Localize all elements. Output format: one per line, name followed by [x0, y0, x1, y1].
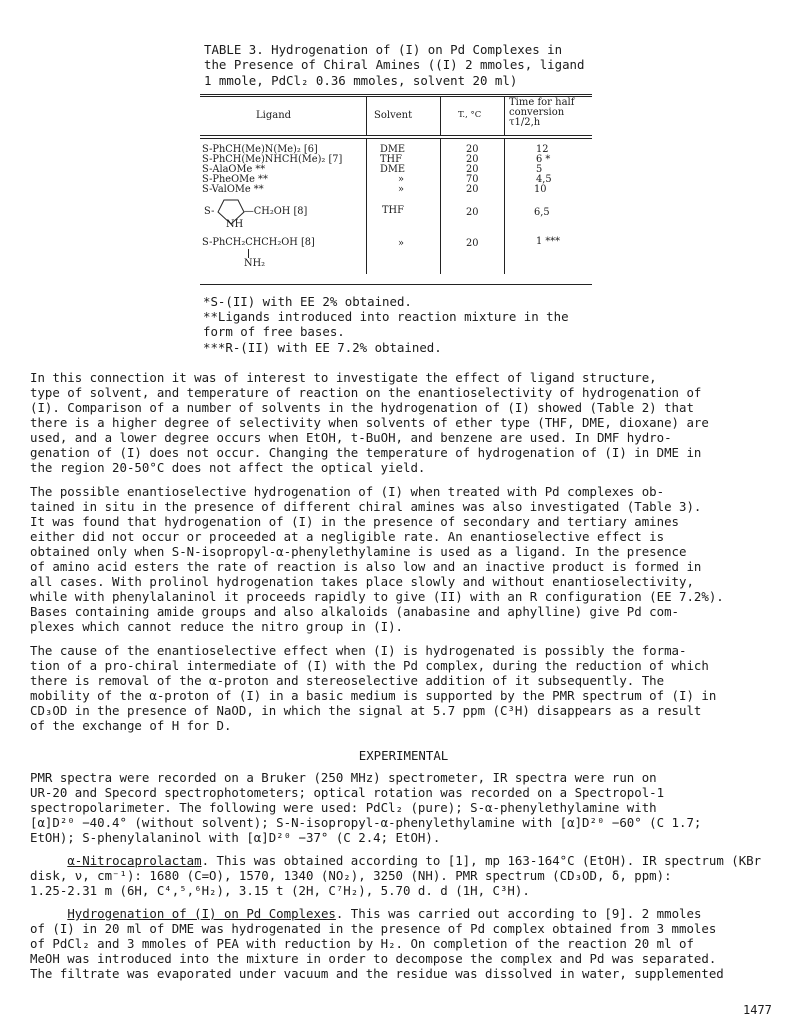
- text-line: MeOH was introduced into the mixture in order to decompose the complex and Pd was separated.: [30, 951, 717, 966]
- col-divider: [440, 97, 441, 135]
- row-solvent: »: [398, 184, 404, 195]
- text-line: the region 20-50°C does not affect the optical yield.: [30, 460, 426, 475]
- row-time: 5: [536, 164, 543, 175]
- section-heading: EXPERIMENTAL: [358, 748, 449, 763]
- row-ligand-prefix: S-: [204, 206, 215, 217]
- row-temp: 20: [466, 207, 479, 218]
- text-line: of (I) in 20 ml of DME was hydrogenated in the presence of Pd complex obtained from 3 mmoles: [30, 921, 717, 936]
- header-time-line: conversion: [509, 107, 565, 118]
- text-line: there is removal of the α-proton and stereoselective addition of it subsequently. The: [30, 673, 665, 688]
- footnote: form of free bases.: [203, 324, 345, 340]
- text-line: It was found that hydrogenation of (I) in the presence of secondary and tertiary amines: [30, 514, 680, 529]
- footnote: **Ligands introduced into reaction mixture in the: [203, 309, 569, 325]
- text-line: spectropolarimeter. The following were used: PdCl₂ (pure); S-α-phenylethylamine with: [30, 800, 657, 815]
- table-bottom-rule: [200, 284, 592, 285]
- text-line: of the exchange of H for D.: [30, 718, 232, 733]
- table-footnotes: [203, 294, 569, 355]
- col-divider: [504, 139, 505, 274]
- text-line: EtOH); S-phenylalaninol with [α]D²⁰ −37° (C 2.4; EtOH).: [30, 830, 441, 845]
- text-line: type of solvent, and temperature of reaction on the enantioselectivity of hydrogenation of: [30, 385, 702, 400]
- text-line: UR-20 and Specord spectrophotometers; optical rotation was recorded on a Spectropol-1: [30, 785, 665, 800]
- text-line: plexes which cannot reduce the nitro group in (I).: [30, 619, 403, 634]
- row-temp: 20: [466, 154, 479, 165]
- row-temp: 20: [466, 184, 479, 195]
- row-ligand-sub: NH: [226, 219, 244, 230]
- row-solvent: »: [398, 174, 404, 185]
- caption-line: 1 mmole, PdCl₂ 0.36 mmoles, solvent 20 ml): [204, 72, 518, 88]
- text-line: (I). Comparison of a number of solvents in the hydrogenation of (I) showed (Table 2) that: [30, 400, 694, 415]
- table-header-rule: [200, 135, 592, 136]
- text-line: tion of a pro-chiral intermediate of (I) with the Pd complex, during the reduction of which: [30, 658, 709, 673]
- footnote: *S-(II) with EE 2% obtained.: [203, 294, 412, 309]
- header-time-line: Time for half: [509, 97, 575, 108]
- text-line: In this connection it was of interest to investigate the effect of ligand structure,: [30, 370, 657, 385]
- row-solvent: DME: [380, 164, 406, 175]
- text-run: . This was carried out according to [9]. 2 mmoles: [335, 906, 702, 921]
- row-ligand: S-ValOMe **: [202, 184, 264, 195]
- text-line: PMR spectra were recorded on a Bruker (250 MHz) spectrometer, IR spectra were run on: [30, 770, 657, 785]
- header-solvent: Solvent: [374, 110, 413, 121]
- text-line: mobility of the α-proton of (I) in a basic medium is supported by the PMR spectrum of (I) in: [30, 688, 717, 703]
- text-run: . This was obtained according to [1], mp 163-164°C (EtOH). IR spectrum (KBr: [201, 853, 762, 868]
- header-ligand: Ligand: [256, 110, 292, 121]
- text-line: obtained only when S-N-isopropyl-α-phenylethylamine is used as a ligand. In the presence: [30, 544, 687, 559]
- row-time: 12: [536, 144, 549, 155]
- text-line: [α]D²⁰ −40.4° (without solvent); S-N-isopropyl-α-phenylethylamine with [α]D²⁰ −60° (C 1.7;: [30, 815, 702, 830]
- text-line: of PdCl₂ and 3 mmoles of PEA with reduction by H₂. On completion of the reaction 20 ml of: [30, 936, 694, 951]
- text-line: CD₃OD in the presence of NaOD, in which the signal at 5.7 ppm (C³H) disappears as a result: [30, 703, 702, 718]
- row-time: 6 *: [536, 154, 551, 165]
- bond-line: [248, 249, 249, 258]
- row-time: 10: [534, 184, 547, 195]
- row-time: 1 ***: [536, 236, 561, 247]
- row-ligand: S-PhCH(Me)NHCH(Me)₂ [7]: [202, 154, 343, 165]
- table-top-rule: [200, 94, 592, 95]
- text-line: while with phenylalaninol it proceeds rapidly to give (II) with an R configuration (EE 7.2%).: [30, 589, 724, 604]
- row-solvent: THF: [380, 154, 402, 165]
- row-ligand: S-PhCH₂CHCH₂OH [8]: [202, 237, 315, 248]
- row-solvent: »: [398, 238, 404, 249]
- text-line: The filtrate was evaporated under vacuum and the residue was dissolved in water, supplemented: [30, 966, 724, 981]
- paragraph-4: [30, 770, 778, 845]
- paragraph-5: [30, 853, 778, 898]
- row-temp: 20: [466, 164, 479, 175]
- hydrogenation-table: [200, 94, 592, 286]
- header-time-line: τ1/2,h: [509, 117, 541, 128]
- paragraph-3: [30, 643, 778, 733]
- table-header-rule-double: [200, 138, 592, 139]
- text-line: [30, 853, 778, 868]
- text-line: The cause of the enantioselective effect when (I) is hydrogenated is possibly the forma-: [30, 643, 687, 658]
- paragraph-1: [30, 370, 778, 475]
- table-caption: [204, 42, 604, 88]
- text-line: The possible enantioselective hydrogenation of (I) when treated with Pd complexes ob-: [30, 484, 665, 499]
- row-time: 6,5: [534, 207, 550, 218]
- text-line: there is a higher degree of selectivity when solvents of ether type (THF, DME, dioxane) are: [30, 415, 709, 430]
- text-line: 1.25-2.31 m (6H, C⁴,⁵,⁶H₂), 3.15 t (2H, C⁷H₂), 5.70 d. d (1H, C³H).: [30, 883, 530, 898]
- page-number: 1477: [743, 1003, 772, 1017]
- col-divider: [504, 97, 505, 135]
- caption-line: TABLE 3. Hydrogenation of (I) on Pd Complexes in: [204, 42, 563, 57]
- row-temp: 70: [466, 174, 479, 185]
- text-line: disk, ν, cm⁻¹): 1680 (C=O), 1570, 1340 (NO₂), 3250 (NH). PMR spectrum (CD₃OD, δ, ppm):: [30, 868, 672, 883]
- row-solvent: DME: [380, 144, 406, 155]
- subsection-title: α-Nitrocaprolactam: [67, 853, 202, 868]
- col-divider: [366, 139, 367, 274]
- row-temp: 20: [466, 144, 479, 155]
- row-solvent: THF: [382, 205, 404, 216]
- row-ligand: S-PhCH(Me)N(Me)₂ [6]: [202, 144, 318, 155]
- caption-line: the Presence of Chiral Amines ((I) 2 mmoles, ligand: [204, 57, 585, 73]
- header-time: [509, 98, 574, 128]
- col-divider: [366, 97, 367, 135]
- row-temp: 20: [466, 238, 479, 249]
- row-ligand: S-AlaOMe **: [202, 164, 266, 175]
- text-line: used, and a lower degree occurs when EtOH, t-BuOH, and benzene are used. In DMF hydro-: [30, 430, 672, 445]
- text-line: Bases containing amide groups and also alkaloids (anabasine and aphylline) give Pd com-: [30, 604, 680, 619]
- text-line: all cases. With prolinol hydrogenation takes place slowly and without enantioselectivity,: [30, 574, 694, 589]
- text-line: genation of (I) does not occur. Changing the temperature of hydrogenation of (I) in DME in: [30, 445, 702, 460]
- text-line: [30, 906, 778, 921]
- text-line: tained in situ in the presence of different chiral amines was also investigated (Table 3).: [30, 499, 702, 514]
- paragraph-2: [30, 484, 778, 634]
- col-divider: [440, 139, 441, 274]
- text-line: either did not occur or proceeded at a negligible rate. An enantioselective effect is: [30, 529, 665, 544]
- row-time: 4,5: [536, 174, 552, 185]
- subsection-title: Hydrogenation of (I) on Pd Complexes: [67, 906, 336, 921]
- footnote: ***R-(II) with EE 7.2% obtained.: [203, 339, 442, 355]
- row-ligand-sub: NH₂: [244, 258, 266, 269]
- row-ligand-suffix: —CH₂OH [8]: [244, 206, 308, 217]
- header-temp: T., °C: [458, 110, 482, 120]
- paragraph-6: [30, 906, 778, 981]
- text-line: of amino acid esters the rate of reaction is also low and an inactive product is formed in: [30, 559, 702, 574]
- row-ligand: S-PheOMe **: [202, 174, 268, 185]
